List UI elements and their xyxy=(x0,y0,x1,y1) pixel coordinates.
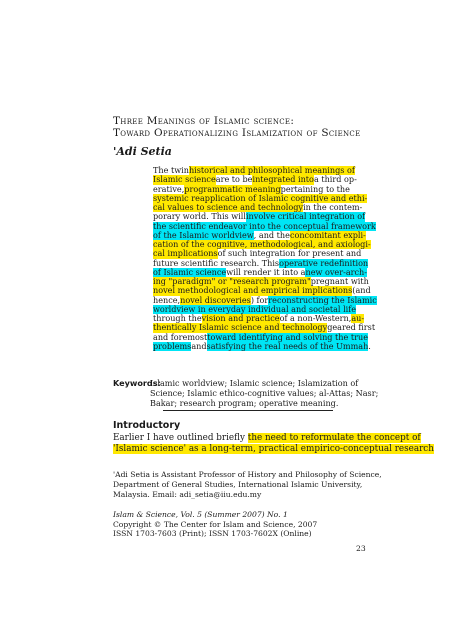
page-number: 23 xyxy=(356,544,366,553)
intro-line-1 xyxy=(113,433,421,443)
keywords-line: Islamic worldview; Islamic science; Islamization of xyxy=(150,378,359,388)
abstract xyxy=(153,165,377,351)
highlight-yellow: cal values to science and technology xyxy=(153,202,303,212)
highlight-cyan: toward identifying and solving the true xyxy=(207,331,369,342)
publication-info xyxy=(113,510,317,539)
keywords-line: Science; Islamic ethico-cognitive values; al-Attas; Nasr; xyxy=(150,388,379,398)
highlight-cyan: of Islamic science xyxy=(153,266,227,277)
highlight-yellow: au- xyxy=(351,313,365,323)
highlight-yellow: concomitant expli- xyxy=(289,229,366,240)
footnote-line: 'Adi Setia is Assistant Professor of History and Philosophy of Science, xyxy=(113,470,382,479)
highlight-yellow: novel methodological and empirical implications xyxy=(153,285,353,296)
footnote-line: Department of General Studies, International Islamic University, xyxy=(113,480,363,489)
intro-line-2 xyxy=(113,444,434,454)
highlight-cyan: operative redefinition xyxy=(279,257,369,268)
highlight-cyan: problems xyxy=(153,340,192,351)
text-segment: a third op- xyxy=(313,174,357,185)
title-line-2: Toward Operationalizing Islamization of Science xyxy=(113,127,361,139)
text-segment: through the xyxy=(153,313,202,323)
highlight-yellow: 'Islamic science' as a long-term, practical empirico-conceptual research xyxy=(113,444,434,454)
text-segment: Earlier I have outlined briefly xyxy=(113,433,248,443)
title-line-1: Three Meanings of Islamic science: xyxy=(113,115,295,127)
abstract-line xyxy=(153,340,371,351)
keywords-label: Keywords: xyxy=(113,378,161,388)
highlight-yellow: cal implications xyxy=(153,248,218,259)
highlight-yellow: systemic reapplication of Islamic cognitive and ethi- xyxy=(153,192,368,203)
highlight-yellow: the need to reformulate the concept of xyxy=(247,433,421,443)
text-segment: and xyxy=(191,340,207,351)
text-segment: pregnant with xyxy=(310,276,369,286)
highlight-cyan: satisfying the real needs of the Ummah xyxy=(206,340,369,351)
text-segment: porary world. This will xyxy=(153,211,246,222)
highlight-yellow: integrated into xyxy=(252,174,314,185)
highlight-yellow: thentically Islamic science and technology xyxy=(153,322,328,333)
copyright-line: Copyright © The Center for Islam and Science, 2007 xyxy=(113,519,318,529)
journal-citation: Islam & Science, Vol. 5 (Summer 2007) No. 1 xyxy=(113,510,288,519)
author-name: 'Adi Setia xyxy=(113,145,172,158)
text-segment: in the contem- xyxy=(303,202,363,212)
highlight-yellow: cation of the cognitive, methodological, and axiologi- xyxy=(153,239,371,249)
keywords-line: Bakar; research program; operative meaning. xyxy=(150,398,339,408)
highlight-yellow: vision and practice xyxy=(201,313,280,323)
text-segment: future scientific research. This xyxy=(153,257,280,268)
text-segment: hence, xyxy=(153,294,181,305)
highlight-cyan: involve critical integration of xyxy=(245,211,366,222)
text-segment: will render it into a xyxy=(226,266,306,277)
section-divider xyxy=(163,410,333,411)
highlight-cyan: new over-arch- xyxy=(305,266,368,277)
highlight-cyan: reconstructing the Islamic xyxy=(268,294,377,305)
highlight-cyan: the scientific endeavor into the conceptual framework xyxy=(153,220,376,231)
text-segment: and foremost xyxy=(153,331,208,342)
highlight-yellow: novel discoveries xyxy=(180,294,251,305)
author-footnote xyxy=(113,470,382,500)
text-segment: of a non-Western, xyxy=(279,313,352,323)
highlight-yellow: programmatic meaning xyxy=(184,183,281,194)
keywords-text xyxy=(150,378,379,408)
highlight-yellow: Islamic science xyxy=(153,174,216,185)
text-segment: , and the xyxy=(253,229,290,240)
highlight-yellow: historical and philosophical meanings of xyxy=(188,165,355,175)
highlight-yellow: ing "paradigm" or "research program" xyxy=(153,276,311,286)
text-segment: The twin xyxy=(153,165,189,175)
issn-line: ISSN 1703-7603 (Print); ISSN 1703-7602X (Online) xyxy=(113,529,312,538)
highlight-cyan: worldview in everyday individual and societal life xyxy=(153,303,357,314)
text-segment: are to be xyxy=(215,174,253,185)
highlight-cyan: of the Islamic worldview xyxy=(153,229,254,240)
text-segment: ) for xyxy=(250,294,269,305)
section-heading-introductory: Introductory xyxy=(113,420,181,431)
text-segment: . xyxy=(368,340,371,351)
text-segment: of such integration for present and xyxy=(217,248,362,259)
text-segment: erative, xyxy=(153,183,185,194)
footnote-line: Malaysia. Email: adi_setia@iiu.edu.my xyxy=(113,490,262,499)
text-segment: (and xyxy=(352,285,371,296)
text-segment: geared first xyxy=(327,322,376,333)
text-segment: pertaining to the xyxy=(280,183,350,194)
